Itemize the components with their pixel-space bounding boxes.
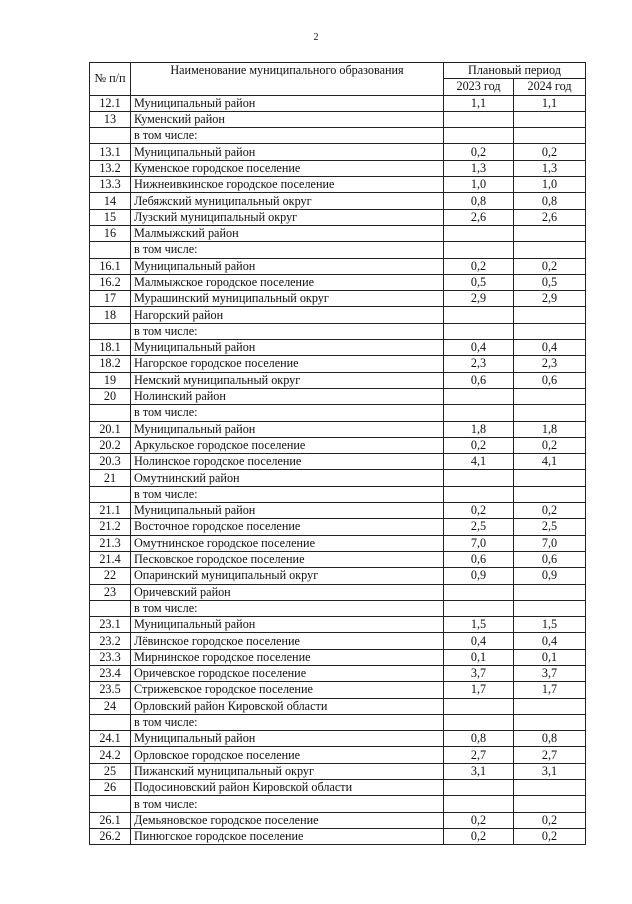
row-number-cell: 15 bbox=[90, 209, 131, 225]
row-number-cell: 20 bbox=[90, 388, 131, 404]
table-row bbox=[90, 551, 586, 567]
row-number-cell: 17 bbox=[90, 291, 131, 307]
row-number-cell: 24 bbox=[90, 698, 131, 714]
row-number-cell: 20.2 bbox=[90, 437, 131, 453]
row-value-2024-cell: 1,7 bbox=[514, 682, 586, 698]
row-name-cell: Муниципальный район bbox=[131, 617, 444, 633]
table-row bbox=[90, 503, 586, 519]
header-year-2023: 2023 год bbox=[444, 79, 514, 95]
row-name-cell: Мурашинский муниципальный округ bbox=[131, 291, 444, 307]
row-name-cell: Муниципальный район bbox=[131, 731, 444, 747]
row-name-cell: Опаринский муниципальный округ bbox=[131, 568, 444, 584]
row-name-cell: Пижанский муниципальный округ bbox=[131, 763, 444, 779]
row-name-cell: Стрижевское городское поселение bbox=[131, 682, 444, 698]
row-number-cell: 21.4 bbox=[90, 551, 131, 567]
row-value-2023-cell: 1,8 bbox=[444, 421, 514, 437]
table-row bbox=[90, 600, 586, 616]
row-number-cell: 21.3 bbox=[90, 535, 131, 551]
row-name-cell: Подосиновский район Кировской области bbox=[131, 780, 444, 796]
row-number-cell: 16.2 bbox=[90, 274, 131, 290]
row-number-cell: 23 bbox=[90, 584, 131, 600]
table-row bbox=[90, 274, 586, 290]
table-header bbox=[90, 63, 586, 96]
row-number-cell: 18.2 bbox=[90, 356, 131, 372]
row-name-cell: Орловское городское поселение bbox=[131, 747, 444, 763]
row-value-2023-cell bbox=[444, 111, 514, 127]
row-value-2023-cell bbox=[444, 128, 514, 144]
row-number-cell: 21 bbox=[90, 470, 131, 486]
row-value-2024-cell: 2,9 bbox=[514, 291, 586, 307]
row-value-2023-cell bbox=[444, 323, 514, 339]
row-value-2024-cell: 4,1 bbox=[514, 454, 586, 470]
row-name-cell: в том числе: bbox=[131, 242, 444, 258]
row-number-cell bbox=[90, 714, 131, 730]
row-value-2024-cell bbox=[514, 128, 586, 144]
row-number-cell: 13 bbox=[90, 111, 131, 127]
row-value-2024-cell: 0,8 bbox=[514, 731, 586, 747]
table-row bbox=[90, 617, 586, 633]
row-value-2023-cell bbox=[444, 486, 514, 502]
row-value-2024-cell: 2,6 bbox=[514, 209, 586, 225]
table-row bbox=[90, 714, 586, 730]
row-value-2024-cell bbox=[514, 307, 586, 323]
table-row bbox=[90, 258, 586, 274]
row-value-2023-cell: 2,7 bbox=[444, 747, 514, 763]
row-value-2024-cell bbox=[514, 714, 586, 730]
row-name-cell: Лебяжский муниципальный округ bbox=[131, 193, 444, 209]
row-value-2023-cell bbox=[444, 714, 514, 730]
row-value-2023-cell: 0,2 bbox=[444, 828, 514, 844]
row-value-2024-cell bbox=[514, 698, 586, 714]
row-value-2024-cell: 0,2 bbox=[514, 812, 586, 828]
row-value-2024-cell bbox=[514, 111, 586, 127]
row-value-2023-cell: 0,2 bbox=[444, 258, 514, 274]
table-row bbox=[90, 682, 586, 698]
row-number-cell: 26 bbox=[90, 780, 131, 796]
row-value-2024-cell: 3,7 bbox=[514, 665, 586, 681]
row-name-cell: Нижнеивкинское городское поселение bbox=[131, 177, 444, 193]
row-value-2023-cell: 7,0 bbox=[444, 535, 514, 551]
row-value-2023-cell: 0,8 bbox=[444, 731, 514, 747]
row-name-cell: Муниципальный район bbox=[131, 95, 444, 111]
row-value-2023-cell: 0,8 bbox=[444, 193, 514, 209]
row-value-2024-cell bbox=[514, 405, 586, 421]
row-number-cell: 18 bbox=[90, 307, 131, 323]
row-value-2024-cell: 0,4 bbox=[514, 633, 586, 649]
row-name-cell: Оричевское городское поселение bbox=[131, 665, 444, 681]
row-value-2023-cell: 2,3 bbox=[444, 356, 514, 372]
row-value-2023-cell: 0,4 bbox=[444, 340, 514, 356]
row-number-cell: 25 bbox=[90, 763, 131, 779]
table-row bbox=[90, 225, 586, 241]
row-name-cell: Муниципальный район bbox=[131, 503, 444, 519]
row-name-cell: Аркульское городское поселение bbox=[131, 437, 444, 453]
table-row bbox=[90, 535, 586, 551]
row-number-cell bbox=[90, 128, 131, 144]
table-row bbox=[90, 828, 586, 844]
row-number-cell: 26.1 bbox=[90, 812, 131, 828]
row-value-2024-cell bbox=[514, 225, 586, 241]
row-number-cell: 21.2 bbox=[90, 519, 131, 535]
row-name-cell: Нагорский район bbox=[131, 307, 444, 323]
row-number-cell: 23.5 bbox=[90, 682, 131, 698]
row-name-cell: Малмыжское городское поселение bbox=[131, 274, 444, 290]
row-number-cell: 24.2 bbox=[90, 747, 131, 763]
table-row bbox=[90, 747, 586, 763]
table-row bbox=[90, 372, 586, 388]
table-row bbox=[90, 323, 586, 339]
row-name-cell: Орловский район Кировской области bbox=[131, 698, 444, 714]
row-name-cell: Лёвинское городское поселение bbox=[131, 633, 444, 649]
row-name-cell: Омутнинский район bbox=[131, 470, 444, 486]
row-number-cell: 23.4 bbox=[90, 665, 131, 681]
row-number-cell: 23.2 bbox=[90, 633, 131, 649]
table-row bbox=[90, 731, 586, 747]
row-value-2024-cell bbox=[514, 600, 586, 616]
table-row bbox=[90, 193, 586, 209]
row-value-2023-cell: 2,6 bbox=[444, 209, 514, 225]
table-row bbox=[90, 698, 586, 714]
row-name-cell: в том числе: bbox=[131, 323, 444, 339]
row-name-cell: Нолинский район bbox=[131, 388, 444, 404]
row-value-2023-cell bbox=[444, 584, 514, 600]
row-value-2023-cell bbox=[444, 405, 514, 421]
row-name-cell: Мирнинское городское поселение bbox=[131, 649, 444, 665]
row-name-cell: Куменское городское поселение bbox=[131, 160, 444, 176]
row-name-cell: Нолинское городское поселение bbox=[131, 454, 444, 470]
row-name-cell: Омутнинское городское поселение bbox=[131, 535, 444, 551]
row-value-2023-cell: 0,2 bbox=[444, 503, 514, 519]
row-name-cell: Муниципальный район bbox=[131, 144, 444, 160]
row-value-2024-cell: 0,4 bbox=[514, 340, 586, 356]
row-value-2023-cell: 0,9 bbox=[444, 568, 514, 584]
row-value-2024-cell: 2,5 bbox=[514, 519, 586, 535]
row-name-cell: в том числе: bbox=[131, 796, 444, 812]
row-value-2023-cell bbox=[444, 470, 514, 486]
row-value-2024-cell bbox=[514, 470, 586, 486]
row-value-2024-cell: 1,1 bbox=[514, 95, 586, 111]
table-row bbox=[90, 242, 586, 258]
row-value-2024-cell: 0,8 bbox=[514, 193, 586, 209]
row-value-2024-cell: 2,7 bbox=[514, 747, 586, 763]
row-value-2024-cell bbox=[514, 780, 586, 796]
header-planning-period: Плановый период bbox=[444, 63, 586, 79]
table-body bbox=[90, 95, 586, 845]
row-value-2023-cell: 0,6 bbox=[444, 551, 514, 567]
table-row bbox=[90, 388, 586, 404]
row-value-2023-cell bbox=[444, 388, 514, 404]
row-name-cell: Демьяновское городское поселение bbox=[131, 812, 444, 828]
table-row bbox=[90, 307, 586, 323]
row-value-2023-cell bbox=[444, 600, 514, 616]
row-name-cell: Песковское городское поселение bbox=[131, 551, 444, 567]
table-row bbox=[90, 486, 586, 502]
table-row bbox=[90, 421, 586, 437]
table-row bbox=[90, 454, 586, 470]
table-row bbox=[90, 519, 586, 535]
row-number-cell bbox=[90, 486, 131, 502]
row-number-cell: 26.2 bbox=[90, 828, 131, 844]
row-value-2023-cell bbox=[444, 225, 514, 241]
row-value-2024-cell bbox=[514, 242, 586, 258]
row-name-cell: Малмыжский район bbox=[131, 225, 444, 241]
header-year-2024: 2024 год bbox=[514, 79, 586, 95]
table-row bbox=[90, 95, 586, 111]
row-number-cell: 13.3 bbox=[90, 177, 131, 193]
row-value-2024-cell: 2,3 bbox=[514, 356, 586, 372]
table-row bbox=[90, 356, 586, 372]
row-value-2024-cell bbox=[514, 796, 586, 812]
row-value-2023-cell: 0,1 bbox=[444, 649, 514, 665]
table-row bbox=[90, 649, 586, 665]
row-name-cell: в том числе: bbox=[131, 405, 444, 421]
row-number-cell bbox=[90, 323, 131, 339]
row-value-2023-cell: 2,5 bbox=[444, 519, 514, 535]
table-row bbox=[90, 405, 586, 421]
row-value-2024-cell bbox=[514, 584, 586, 600]
row-number-cell: 20.3 bbox=[90, 454, 131, 470]
row-number-cell bbox=[90, 242, 131, 258]
row-number-cell: 20.1 bbox=[90, 421, 131, 437]
table-row bbox=[90, 437, 586, 453]
row-name-cell: Нагорское городское поселение bbox=[131, 356, 444, 372]
row-name-cell: в том числе: bbox=[131, 600, 444, 616]
row-number-cell: 13.1 bbox=[90, 144, 131, 160]
row-value-2023-cell bbox=[444, 780, 514, 796]
row-number-cell: 23.3 bbox=[90, 649, 131, 665]
row-number-cell: 13.2 bbox=[90, 160, 131, 176]
row-value-2023-cell: 2,9 bbox=[444, 291, 514, 307]
row-value-2023-cell: 0,2 bbox=[444, 144, 514, 160]
row-value-2024-cell: 1,3 bbox=[514, 160, 586, 176]
page-number: 2 bbox=[313, 32, 319, 43]
row-value-2024-cell: 0,2 bbox=[514, 144, 586, 160]
row-value-2023-cell bbox=[444, 796, 514, 812]
row-number-cell: 14 bbox=[90, 193, 131, 209]
row-name-cell: Немский муниципальный округ bbox=[131, 372, 444, 388]
row-number-cell bbox=[90, 796, 131, 812]
row-value-2023-cell: 0,5 bbox=[444, 274, 514, 290]
row-number-cell: 12.1 bbox=[90, 95, 131, 111]
row-value-2023-cell: 1,5 bbox=[444, 617, 514, 633]
row-value-2023-cell: 1,0 bbox=[444, 177, 514, 193]
table-row bbox=[90, 160, 586, 176]
row-number-cell: 22 bbox=[90, 568, 131, 584]
row-value-2023-cell: 0,2 bbox=[444, 812, 514, 828]
row-name-cell: Восточное городское поселение bbox=[131, 519, 444, 535]
row-number-cell bbox=[90, 600, 131, 616]
row-name-cell: в том числе: bbox=[131, 714, 444, 730]
header-number: № п/п bbox=[90, 63, 131, 96]
row-name-cell: Муниципальный район bbox=[131, 258, 444, 274]
row-number-cell: 24.1 bbox=[90, 731, 131, 747]
row-number-cell: 16 bbox=[90, 225, 131, 241]
row-name-cell: в том числе: bbox=[131, 128, 444, 144]
row-value-2024-cell: 0,2 bbox=[514, 503, 586, 519]
row-value-2023-cell: 1,3 bbox=[444, 160, 514, 176]
row-value-2023-cell: 4,1 bbox=[444, 454, 514, 470]
row-name-cell: Куменский район bbox=[131, 111, 444, 127]
row-value-2024-cell: 0,2 bbox=[514, 828, 586, 844]
row-value-2024-cell: 3,1 bbox=[514, 763, 586, 779]
row-value-2023-cell: 0,4 bbox=[444, 633, 514, 649]
row-value-2023-cell: 1,1 bbox=[444, 95, 514, 111]
table-row bbox=[90, 470, 586, 486]
row-name-cell: Оричевский район bbox=[131, 584, 444, 600]
row-value-2024-cell: 0,2 bbox=[514, 258, 586, 274]
table-row bbox=[90, 209, 586, 225]
table-row bbox=[90, 584, 586, 600]
row-value-2024-cell bbox=[514, 486, 586, 502]
table-row bbox=[90, 633, 586, 649]
row-value-2023-cell bbox=[444, 698, 514, 714]
row-name-cell: Муниципальный район bbox=[131, 340, 444, 356]
row-value-2023-cell: 1,7 bbox=[444, 682, 514, 698]
row-name-cell: Пинюгское городское поселение bbox=[131, 828, 444, 844]
row-value-2023-cell bbox=[444, 307, 514, 323]
row-name-cell: Лузский муниципальный округ bbox=[131, 209, 444, 225]
table-row bbox=[90, 291, 586, 307]
row-number-cell: 23.1 bbox=[90, 617, 131, 633]
row-value-2024-cell: 1,5 bbox=[514, 617, 586, 633]
allocation-table bbox=[89, 62, 586, 845]
row-value-2024-cell: 0,1 bbox=[514, 649, 586, 665]
table-row bbox=[90, 665, 586, 681]
row-value-2023-cell: 0,2 bbox=[444, 437, 514, 453]
header-name: Наименование муниципального образования bbox=[131, 63, 444, 96]
row-value-2024-cell: 0,2 bbox=[514, 437, 586, 453]
row-value-2023-cell: 0,6 bbox=[444, 372, 514, 388]
table-row bbox=[90, 763, 586, 779]
row-value-2024-cell: 1,8 bbox=[514, 421, 586, 437]
table-row bbox=[90, 144, 586, 160]
row-value-2024-cell: 7,0 bbox=[514, 535, 586, 551]
row-name-cell: Муниципальный район bbox=[131, 421, 444, 437]
row-name-cell: в том числе: bbox=[131, 486, 444, 502]
table-row bbox=[90, 780, 586, 796]
row-value-2023-cell: 3,1 bbox=[444, 763, 514, 779]
table-row bbox=[90, 128, 586, 144]
row-number-cell: 18.1 bbox=[90, 340, 131, 356]
row-value-2024-cell bbox=[514, 323, 586, 339]
table-row bbox=[90, 568, 586, 584]
table-row bbox=[90, 340, 586, 356]
row-number-cell bbox=[90, 405, 131, 421]
row-number-cell: 19 bbox=[90, 372, 131, 388]
row-value-2024-cell: 1,0 bbox=[514, 177, 586, 193]
row-value-2024-cell bbox=[514, 388, 586, 404]
table-row bbox=[90, 812, 586, 828]
row-value-2023-cell bbox=[444, 242, 514, 258]
table-row bbox=[90, 796, 586, 812]
row-value-2023-cell: 3,7 bbox=[444, 665, 514, 681]
row-value-2024-cell: 0,6 bbox=[514, 551, 586, 567]
table-row bbox=[90, 111, 586, 127]
row-value-2024-cell: 0,5 bbox=[514, 274, 586, 290]
row-value-2024-cell: 0,9 bbox=[514, 568, 586, 584]
row-number-cell: 21.1 bbox=[90, 503, 131, 519]
row-number-cell: 16.1 bbox=[90, 258, 131, 274]
table-row bbox=[90, 177, 586, 193]
row-value-2024-cell: 0,6 bbox=[514, 372, 586, 388]
